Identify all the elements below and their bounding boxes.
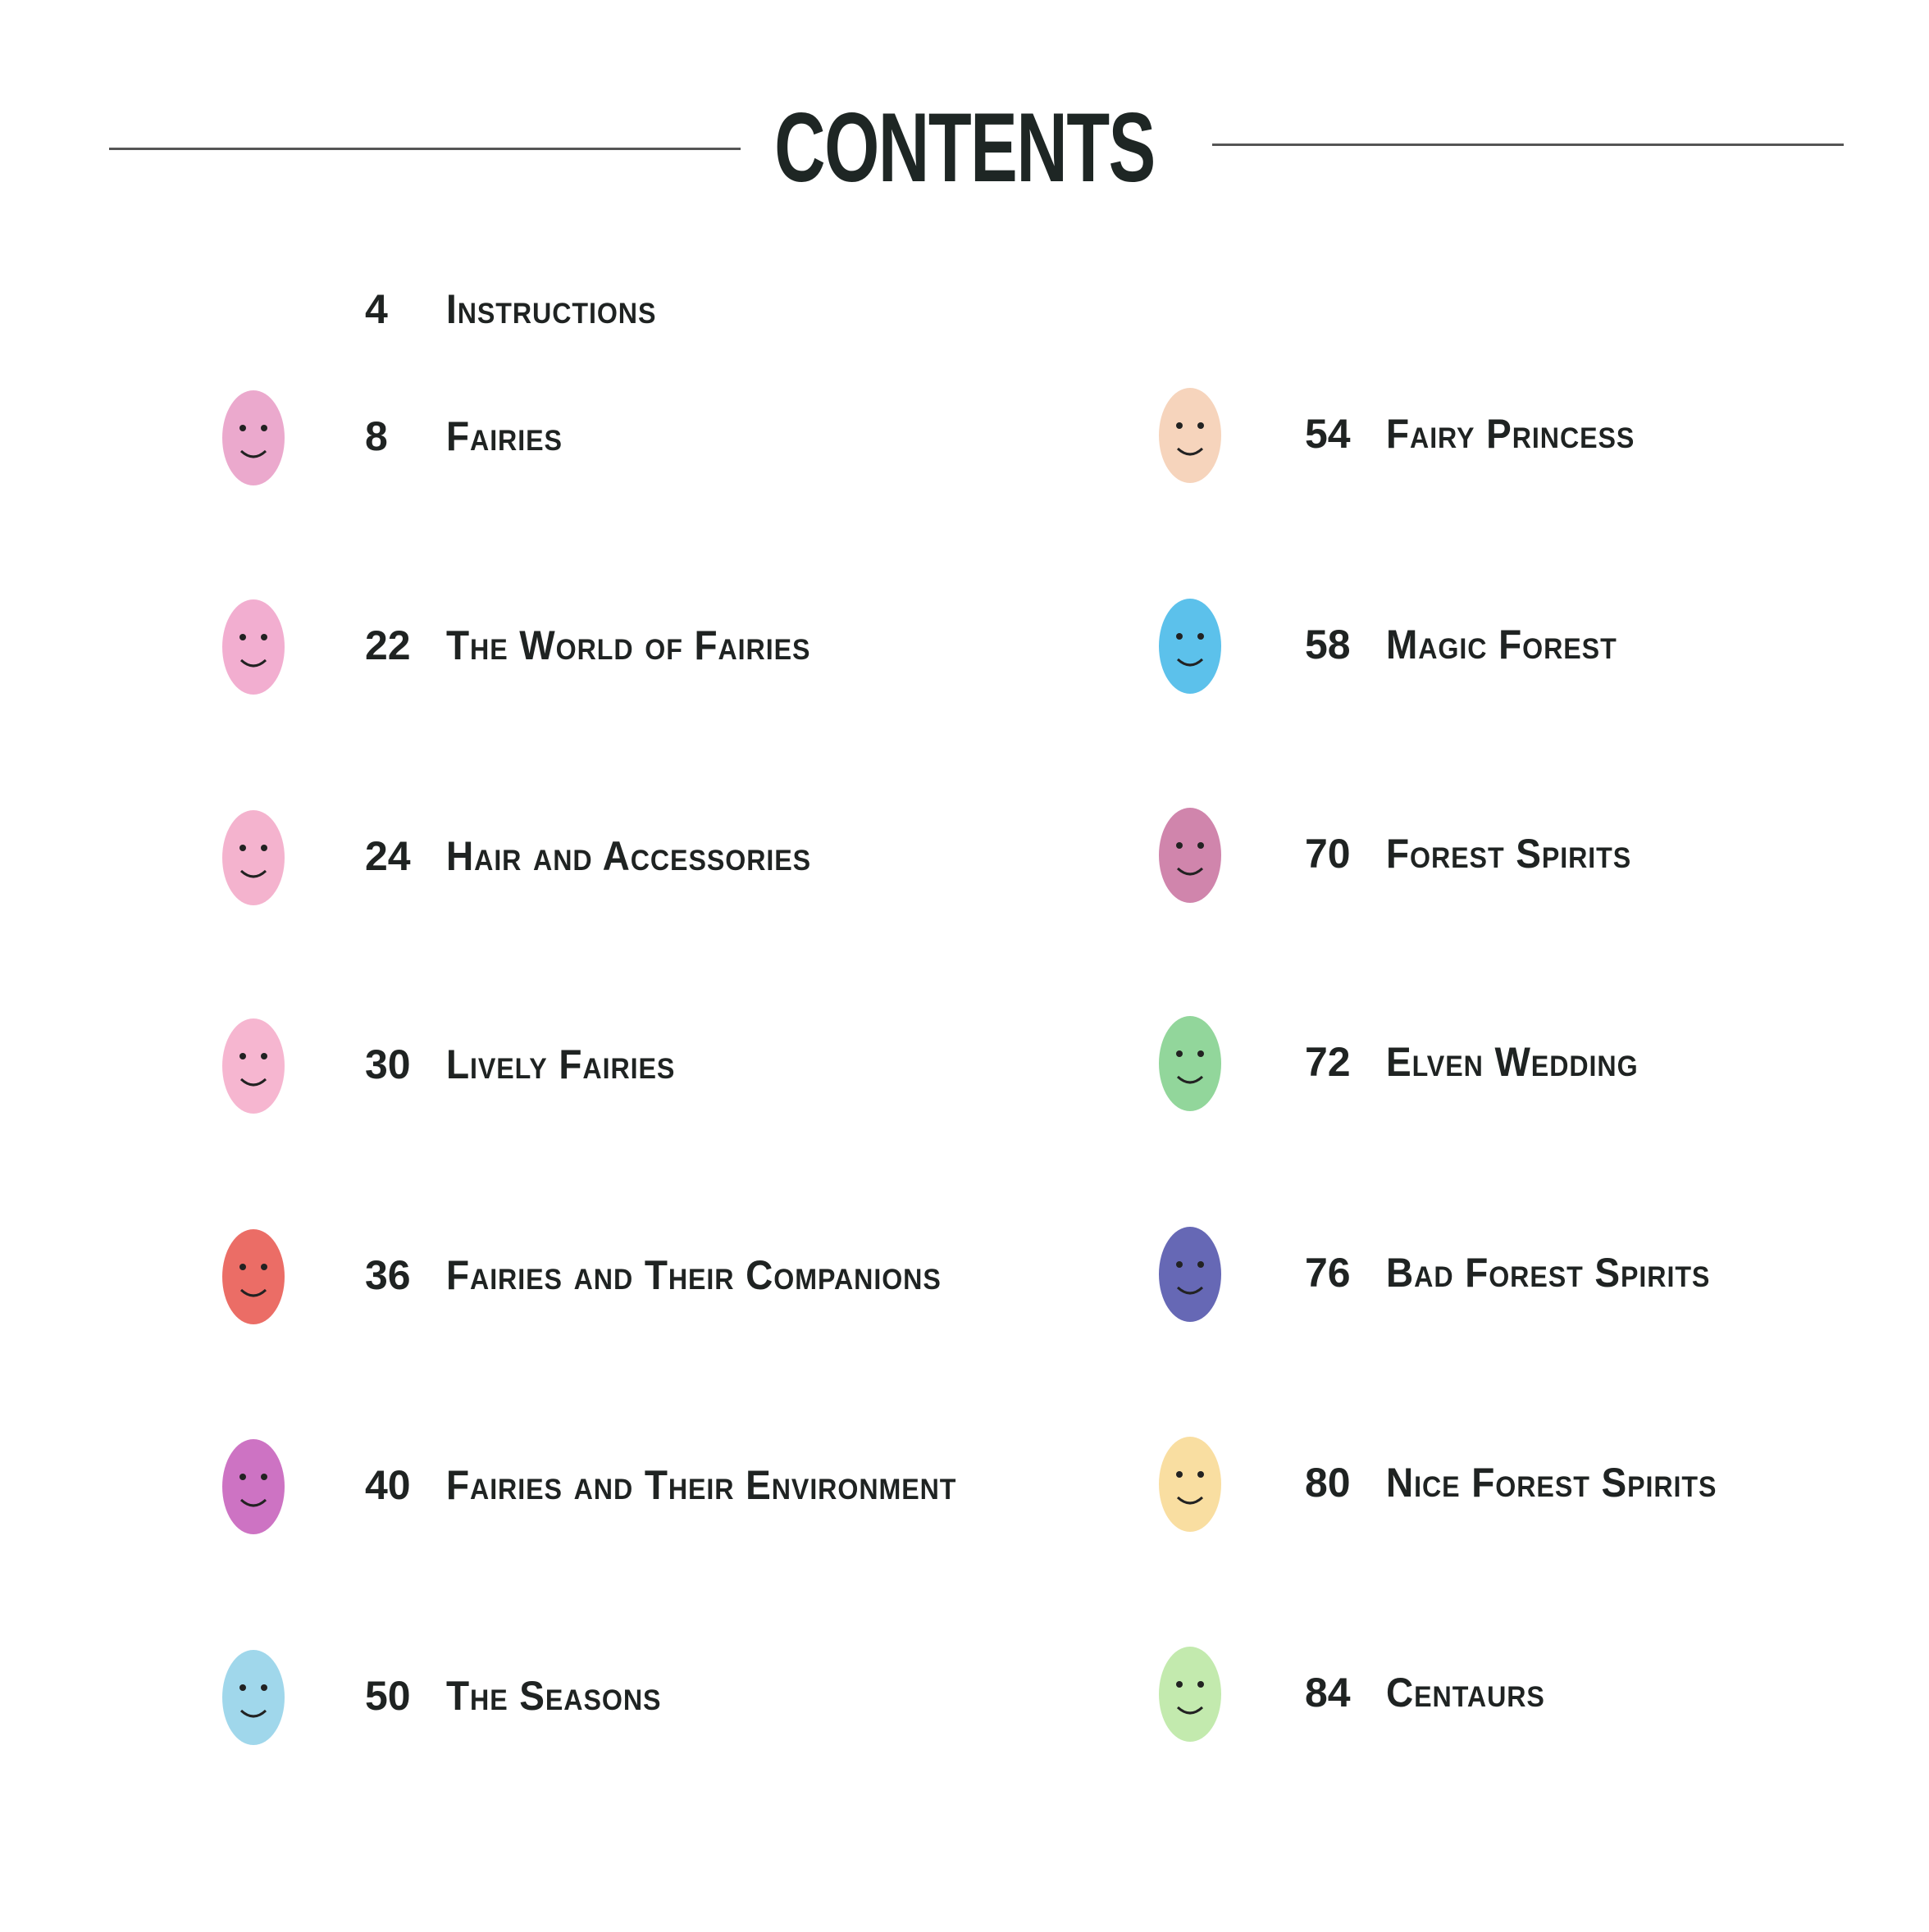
red-bird-icon	[192, 1210, 315, 1341]
green-centaur-icon	[1129, 1627, 1252, 1758]
toc-page-number: 54	[1305, 411, 1351, 457]
green-elf-groom-icon	[1129, 996, 1252, 1128]
purple-spirit-icon	[1129, 788, 1252, 919]
toc-chapter-title[interactable]: The Seasons	[446, 1673, 662, 1719]
toc-chapter-title[interactable]: Fairies and Their Environment	[446, 1462, 957, 1508]
toc-chapter-title[interactable]: Centaurs	[1386, 1670, 1545, 1716]
toc-chapter-title[interactable]: Nice Forest Spirits	[1386, 1460, 1717, 1506]
toc-chapter-title[interactable]: The World of Fairies	[446, 622, 811, 668]
toc-page-number: 70	[1305, 831, 1351, 877]
toc-page-number: 8	[365, 413, 388, 459]
toc-page-number: 30	[365, 1041, 411, 1087]
toc-chapter-title[interactable]: Hair and Accessories	[446, 833, 812, 879]
toc-page-number: 80	[1305, 1460, 1351, 1506]
toc-page-number: 24	[365, 833, 411, 879]
toc-page-number: 72	[1305, 1039, 1351, 1085]
toc-page-number: 50	[365, 1673, 411, 1719]
toc-page-number: 4	[365, 286, 388, 332]
princess-with-curls-icon	[1129, 368, 1252, 499]
toc-chapter-title[interactable]: Elven Wedding	[1386, 1039, 1639, 1085]
toc-chapter-title[interactable]: Bad Forest Spirits	[1386, 1250, 1711, 1296]
toc-chapter-title[interactable]: Lively Fairies	[446, 1041, 676, 1087]
mushroom-icon	[192, 1419, 315, 1551]
fairy-with-antennae-icon	[192, 580, 315, 711]
blue-snail-icon	[192, 1630, 315, 1761]
fairy-with-dark-hair-icon	[192, 791, 315, 922]
toc-page-number: 22	[365, 622, 411, 668]
toc-chapter-title[interactable]: Magic Forest	[1386, 622, 1617, 668]
toc-chapter-title[interactable]: Fairies and Their Companions	[446, 1252, 942, 1298]
purple-owl-icon	[1129, 1207, 1252, 1338]
toc-chapter-title[interactable]: Fairy Princess	[1386, 411, 1635, 457]
blue-flower-icon	[1129, 579, 1252, 710]
flying-fairy-icon	[192, 999, 315, 1130]
toc-page-number: 40	[365, 1462, 411, 1508]
toc-chapter-title[interactable]: Fairies	[446, 413, 563, 459]
yellow-deer-icon	[1129, 1417, 1252, 1548]
pink-fingerprint-fairy-icon	[192, 371, 315, 502]
toc-page-number: 36	[365, 1252, 411, 1298]
page-title	[0, 93, 1929, 203]
page-title-text: CONTENTS	[774, 93, 1155, 203]
toc-chapter-title[interactable]: Forest Spirits	[1386, 831, 1632, 877]
toc-chapter-title[interactable]: Instructions	[446, 286, 657, 332]
toc-page-number: 84	[1305, 1670, 1351, 1716]
toc-page-number: 58	[1305, 622, 1351, 668]
toc-page-number: 76	[1305, 1250, 1351, 1296]
